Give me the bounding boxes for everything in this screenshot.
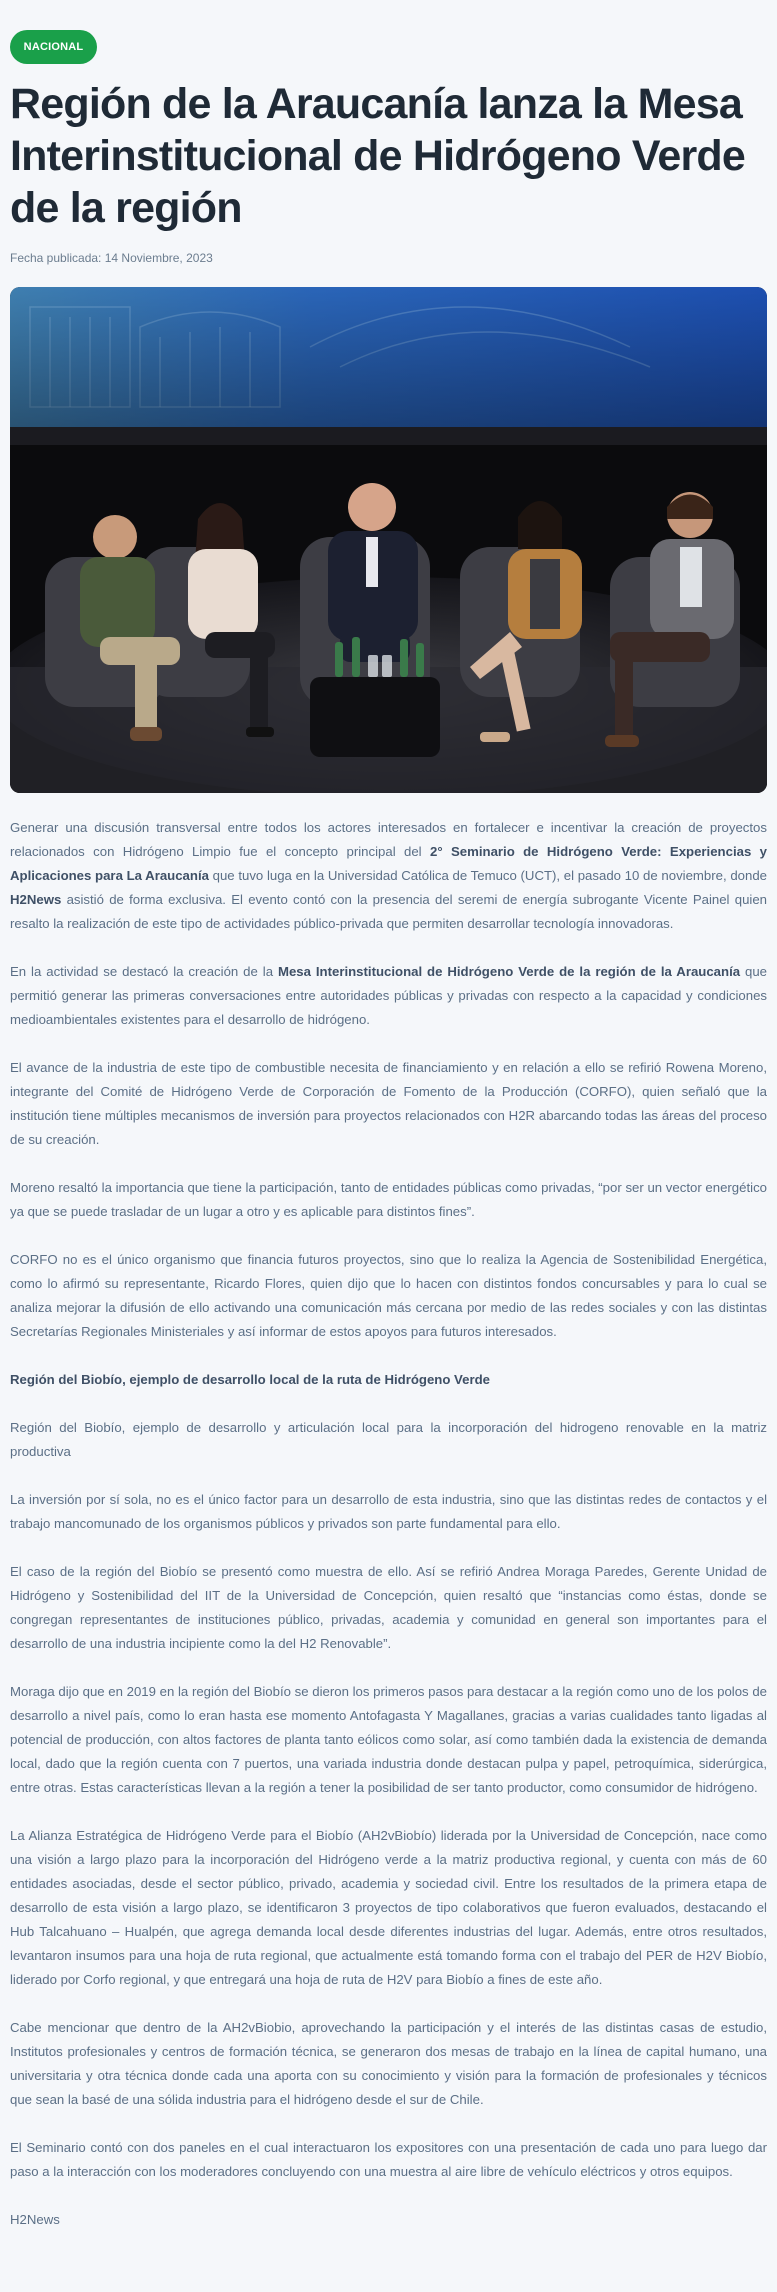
paragraph: Moreno resaltó la importancia que tiene la participación, tanto de entidades públicas como privadas, “por ser un vector energético ya que se puede trasladar de un lugar a otro y es aplicable para distintos fines”. xyxy=(10,1180,767,1219)
article-signature: H2News xyxy=(10,2212,60,2227)
bold-text: H2News xyxy=(10,892,62,907)
paragraph: El caso de la región del Biobío se presentó como muestra de ello. Así se refirió Andrea Moraga Paredes, Gerente Unidad de Hidrógeno y Sostenibilidad del IIT de la Universidad de Concepción, quien resaltó que “instancias como éstas, donde se congregan representantes de instituciones público, privadas, academia y comunidad en general son importantes para el desarrollo de una industria incipiente como la del H2 Renovable”. xyxy=(10,1564,767,1651)
paragraph: En la actividad se destacó la creación de la Mesa Interinstitucional de Hidrógeno Verde de la región de la Araucanía que permitió generar las primeras conversaciones entre autoridades públicas y privadas con respecto a la capacidad y condiciones medioambientales existentes para el desarrollo de hidrógeno. xyxy=(10,964,768,1027)
publish-date: Fecha publicada: 14 Noviembre, 2023 xyxy=(10,251,213,265)
paragraph: Región del Biobío, ejemplo de desarrollo y articulación local para la incorporación del hidrogeno renovable en la matriz productiva xyxy=(10,1420,767,1459)
paragraph: Generar una discusión transversal entre todos los actores interesados en fortalecer e incentivar la creación de proyectos relacionados con Hidrógeno Limpio fue el concepto principal del 2° Seminario de Hidrógeno Verde: Experiencias y Aplicaciones para La Araucanía que tuvo luga en la Universidad Católica de Temuco (UCT), el pasado 10 de noviembre, donde H2News asistió de forma exclusiva. El evento contó con la presencia del seremi de energía subrogante Vicente Painel quien resalto la realización de este tipo de actividades público-privada que permiten desarrollar tecnología innovadoras. xyxy=(10,820,767,931)
category-badge[interactable]: NACIONAL xyxy=(10,30,97,64)
paragraph: La inversión por sí sola, no es el único factor para un desarrollo de esta industria, sino que las distintas redes de contactos y el trabajo mancomunado de los organismos públicos y privados son parte fundamental para ello. xyxy=(10,1492,767,1531)
paragraph: El avance de la industria de este tipo de combustible necesita de financiamiento y en relación a ello se refirió Rowena Moreno, integrante del Comité de Hidrógeno Verde de Corporación de Fomento de la Producción (CORFO), quien señaló que la institución tiene múltiples mecanismos de inversión para proyectos relacionados con H2R abarcando todas las áreas del proceso de su creación. xyxy=(10,1060,767,1147)
section-subheading: Región del Biobío, ejemplo de desarrollo local de la ruta de Hidrógeno Verde xyxy=(10,1372,490,1387)
paragraph: Cabe mencionar que dentro de la AH2vBiobio, aprovechando la participación y el interés de las distintas casas de estudio, Institutos profesionales y centros de formación técnica, se generaron dos mesas de trabajo en la línea de capital humano, una universitaria y otra técnica donde cada una aporta con su conocimiento y visión para la formación de profesionales y técnicos que sean la basé de una sólida industria para el hidrógeno desde el sur de Chile. xyxy=(10,2020,767,2107)
paragraph: La Alianza Estratégica de Hidrógeno Verde para el Biobío (AH2vBiobío) liderada por la Universidad de Concepción, nace como una visión a largo plazo para la incorporación del Hidrógeno verde a la matriz productiva regional, y cuenta con más de 60 entidades asociadas, desde el sector público, privado, academia y sociedad civil. Entre los resultados de la primera etapa de desarrollo de esta visión a largo plazo, se identificaron 3 proyectos de tipo colaborativos que fueron evaluados, destacando el Hub Talcahuano – Hualpén, que agrega demanda local desde diferentes industrias del lugar. Además, entre otros resultados, levantaron insumos para una hoja de ruta regional, que actualmente está tomando forma con el trabajo del PER de H2V Biobío, liderado por Corfo regional, y que entregará una hoja de ruta de H2V para Biobío a fines de este año. xyxy=(10,1828,767,1987)
bold-text: Mesa Interinstitucional de Hidrógeno Verde de la región de la Araucanía xyxy=(277,964,741,979)
article-photo xyxy=(10,287,767,793)
panel-photo-illustration xyxy=(10,287,767,793)
paragraph: El Seminario contó con dos paneles en el cual interactuaron los expositores con una presentación de cada uno para luego dar paso a la interacción con los moderadores concluyendo con una muestra al aire libre de vehículo eléctricos y otros equipos. xyxy=(10,2140,767,2179)
article-title: Región de la Araucanía lanza la Mesa Interinstitucional de Hidrógeno Verde de la región xyxy=(10,80,745,232)
article-body xyxy=(10,816,767,2256)
bold-text: 2° Seminario de Hidrógeno Verde: Experiencias y Aplicaciones para La Araucanía xyxy=(10,844,767,883)
paragraph: CORFO no es el único organismo que financia futuros proyectos, sino que lo realiza la Agencia de Sostenibilidad Energética, como lo afirmó su representante, Ricardo Flores, quien dijo que lo hacen con distintos fondos concursables y para lo cual se analiza mejorar la difusión de ello activando una comunicación más cercana por medio de las redes sociales y con las distintas Secretarías Regionales Ministeriales y así informar de estos apoyos para futuros interesados. xyxy=(10,1252,767,1339)
paragraph: Moraga dijo que en 2019 en la región del Biobío se dieron los primeros pasos para destacar a la región como uno de los polos de desarrollo a nivel país, como lo eran hasta ese momento Antofagasta Y Magallanes, gracias a varias cualidades tanto ligadas al potencial de producción, con altos factores de planta tanto eólicos como solar, así como también dada la existencia de demanda local, dado que la región cuenta con 7 puertos, una variada industria donde destacan pulpa y papel, petroquímica, siderúrgica, entre otras. Estas características llevan a la región a tener la posibilidad de ser tanto productor, como consumidor de hidrógeno. xyxy=(10,1684,767,1795)
